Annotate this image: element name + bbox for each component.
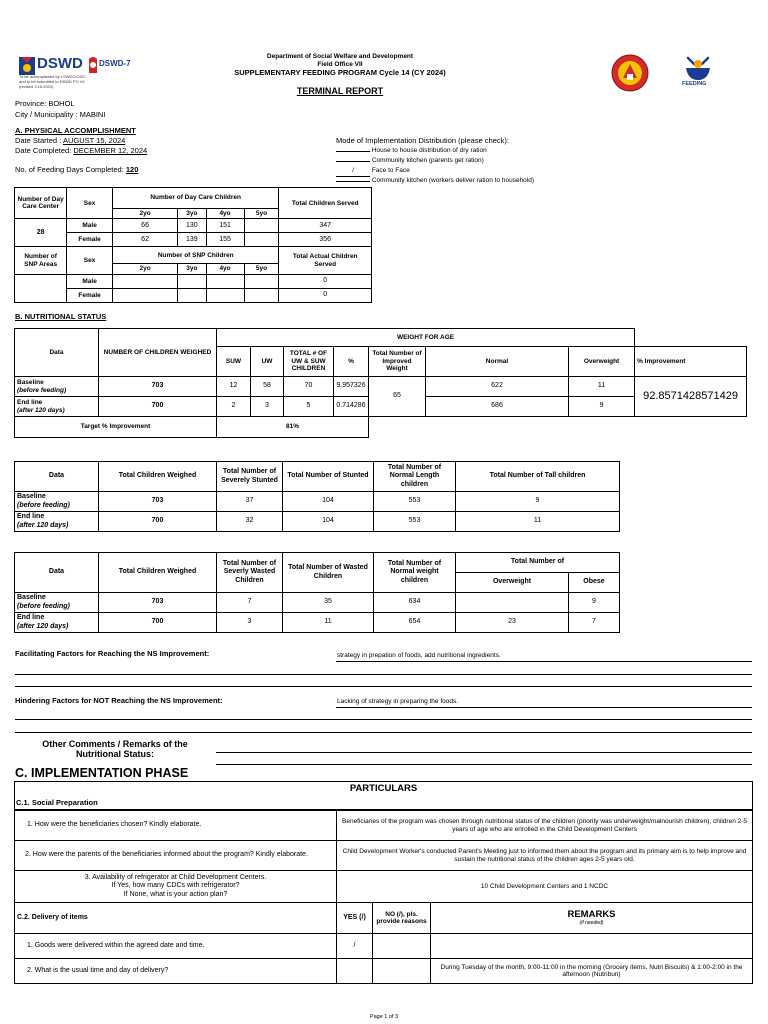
age-header: 4yo [206,209,244,219]
comments-line[interactable] [216,752,752,753]
header-overweight: Overweight [569,347,635,377]
header-percent: % [334,347,369,377]
table-cell: 104 [283,512,374,532]
table-cell: 23 [456,613,569,633]
centers-count: 28 [15,219,67,247]
table-cell: 703 [99,593,217,613]
header-sex: Sex [67,188,113,219]
mode-item: House to house distribution of dry ration [336,146,534,156]
age-header: 5yo [244,264,279,274]
table-cell: 686 [426,397,569,417]
table-cell: 37 [217,492,283,512]
table-cell: 9 [456,492,620,512]
implementation-table [14,781,753,984]
table-cell: 0.714286 [334,397,369,417]
hindering-label: Hindering Factors for NOT Reaching the NS Improvement: [15,696,223,705]
table-cell [112,274,177,288]
header-obese: Obese [569,573,620,593]
dswd-logo-text: DSWD [37,55,83,72]
header-improved-weight: Total Number of Improved Weight [369,347,426,377]
table-cell: 7 [217,593,283,613]
page-number: Page 1 of 3 [369,1014,399,1020]
mode-list [336,146,534,186]
table-cell: 347 [279,219,372,233]
feeding-days: No. of Feeding Days Completed: 120 [15,165,139,174]
answer-line [336,707,752,708]
answer-line [15,732,752,733]
comments-label: Other Comments / Remarks of the Nutritional Status: [42,739,188,759]
header-normal-weight: Total Number of Normal weight children [374,553,456,593]
table-cell [244,274,279,288]
header-normal-length: Total Number of Normal Length children [374,462,456,492]
report-title: TERMINAL REPORT [296,86,384,96]
male-label: Male [67,219,113,233]
improvement-value: 92.8571428571429 [635,377,747,417]
table-cell: 634 [374,593,456,613]
table-cell: 130 [178,219,206,233]
table-cell: 155 [206,233,244,247]
answer-1[interactable]: Beneficiaries of the program was chosen through nutritional status of the children (priority was underweight/malnourish children), children 2-5 years of age who are enrolled in the Child Development Centers [337,811,753,841]
table-cell: 62 [112,233,177,247]
header-data: Data [15,329,99,377]
header-titles [200,53,480,77]
header-remarks: REMARKS (if needed) [431,903,753,934]
table-cell: 7 [569,613,620,633]
table-cell: 622 [426,377,569,397]
female-label: Female [67,288,113,302]
table-cell [206,274,244,288]
table-cell: 703 [99,377,217,397]
table-cell: 32 [217,512,283,532]
table-cell: 9 [569,397,635,417]
header-weighed: Total Children Weighed [99,553,217,593]
male-label: Male [67,274,113,288]
header-suw: SUW [217,347,251,377]
table-cell [244,219,279,233]
table-cell: 12 [217,377,251,397]
table-cell: 11 [456,512,620,532]
municipal-seal-icon [611,54,649,92]
header-weighed: Total Children Weighed [99,462,217,492]
header-overweight: Overweight [456,573,569,593]
table-cell: 553 [374,492,456,512]
female-label: Female [67,233,113,247]
header-yes: YES (/) [337,903,373,934]
table-cell: 11 [283,613,374,633]
table-cell: 58 [251,377,284,397]
province: Province: BOHOL [15,99,75,108]
header-severely-stunted: Total Number of Severely Stunted [217,462,283,492]
answer-line [15,719,752,720]
table-cell [178,274,206,288]
weight-for-height-table [14,552,620,633]
target-value: 81% [217,417,369,438]
table-cell [206,288,244,302]
table-cell: 5 [284,397,334,417]
header-centers: Number of Day Care Center [15,188,67,219]
table-cell [244,288,279,302]
comments-line[interactable] [216,764,752,765]
table-cell: 9.957326 [334,377,369,397]
baseline-label: Baseline (before feeding) [15,593,99,613]
municipality: City / Municipality : MABINI [15,110,106,119]
header-wasted: Total Number of Wasted Children [283,553,374,593]
question-3: 3. Availability of refrigerator at Child Development Centers. If Yes, how many CDCs with refrigerator? If None, what is your action plan? [15,871,337,903]
endline-label: End line (after 120 days) [15,512,99,532]
table-cell [456,593,569,613]
table-cell: 654 [374,613,456,633]
feeding-days-value: 120 [125,165,139,174]
table-cell: 70 [284,377,334,397]
facilitating-text[interactable]: strategy in prepation of foods, add nutritional ingredients. [337,652,501,659]
age-header: 3yo [178,264,206,274]
header-no: NO (/), pls. provide reasons [373,903,431,934]
remarks-cell[interactable]: During Tuesday of the month, 9:00-11:00 in the morning (Grocery items, Nutri Biscuits) & 1:00-2:00 in the afternoon (Nutribun) [431,959,753,984]
table-cell: 11 [569,377,635,397]
baseline-label: Baseline (before feeding) [15,377,99,397]
table-cell: 0 [279,288,372,302]
answer-line [15,674,752,675]
mode-title: Mode of Implementation Distribution (please check): [336,136,509,145]
table-cell [244,233,279,247]
question-2: 2. How were the parents of the beneficiaries informed about the program? Kindly elaborate. [15,841,337,871]
table-cell [112,288,177,302]
header-data: Data [15,553,99,593]
logo-note: To be accomplished by LSWDO/CDO and to be submitted to DSWD FO VII (revised 3.15.2023) [19,74,86,89]
header-weighed: NUMBER OF CHILDREN WEIGHED [99,329,217,377]
dswd-logo [17,55,135,91]
table-cell: 2 [217,397,251,417]
header-total-uw-suw: TOTAL # OF UW & SUW CHILDREN [284,347,334,377]
dept-name: Department of Social Welfare and Development [266,53,414,60]
delivery-question-2: 2. What is the usual time and day of delivery? [15,959,337,984]
table-cell: 3 [251,397,284,417]
table-cell: 700 [99,613,217,633]
question-1: 1. How were the beneficiaries chosen? Kindly elaborate. [15,811,337,841]
table-cell: 3 [217,613,283,633]
program-title: SUPPLEMENTARY FEEDING PROGRAM Cycle 14 (CY 2024) [234,68,446,77]
header-improvement: % Improvement [635,347,747,377]
age-header: 3yo [178,209,206,219]
table-cell: 139 [178,233,206,247]
section-b-title: B. NUTRITIONAL STATUS [15,312,107,321]
feeding-bowl-icon [680,54,716,82]
mode-item: Community kitchen (workers deliver ration to household) [336,176,534,186]
answer-line [15,686,752,687]
age-header: 2yo [112,264,177,274]
answer-2[interactable]: Child Development Worker's conducted Parent's Meeting just to informed them about the program and its primary aim is to help improve and sustain the nutritional status of the children ages 2-5 years old. [337,841,753,871]
dswd7-logo-text: DSWD-7 [99,59,131,68]
table-cell [178,288,206,302]
field-office: Field Office VII [317,61,363,68]
header-tall: Total Number of Tall children [456,462,620,492]
endline-label: End line (after 120 days) [15,397,99,417]
height-for-age-table [14,461,620,532]
no-check[interactable] [373,959,431,984]
yes-check[interactable]: / [337,934,373,959]
facilitating-label: Facilitating Factors for Reaching the NS Improvement: [15,649,210,658]
mode-checkbox[interactable] [336,151,370,152]
baseline-label: Baseline (before feeding) [15,492,99,512]
age-header: 5yo [244,209,279,219]
section-c-title: C. IMPLEMENTATION PHASE [15,766,189,780]
c1-title: C.1. Social Preparation [16,798,98,807]
header-daycare-children: Number of Day Care Children [112,188,279,209]
age-header: 2yo [112,209,177,219]
snp-areas-count [15,274,67,302]
date-started: AUGUST 15, 2024 [62,136,126,145]
header-sex: Sex [67,247,113,274]
header-total-served: Total Children Served [279,188,372,219]
section-a-title: A. PHYSICAL ACCOMPLISHMENT [15,126,136,135]
hindering-text[interactable]: Lacking of strategy in preparing the foods. [337,698,459,705]
header-data: Data [15,462,99,492]
header-uw: UW [251,347,284,377]
remarks-cell[interactable] [431,934,753,959]
date-completed: DECEMBER 12, 2024 [73,145,148,155]
weight-for-age-table [14,328,747,438]
table-cell: 66 [112,219,177,233]
location-block [15,98,105,120]
mode-checkbox[interactable]: / [336,166,370,177]
endline-label: End line (after 120 days) [15,613,99,633]
mode-checkbox[interactable] [336,181,370,182]
c2-title: C.2. Delivery of items [15,903,337,934]
improved-weight-value: 65 [369,377,426,417]
header-total-actual: Total Actual Children Served [279,247,372,274]
sfp-logo-text: FEEDING [682,81,707,87]
table-cell: 104 [283,492,374,512]
header-snp-children: Number of SNP Children [112,247,279,264]
table-cell: 151 [206,219,244,233]
no-check[interactable] [373,934,431,959]
table-cell: 553 [374,512,456,532]
table-cell: 356 [279,233,372,247]
header-severely-wasted: Total Number of Severly Wasted Children [217,553,283,593]
sfp-logo [680,54,716,92]
header-snp-areas: Number of SNP Areas [15,247,67,274]
mode-item: Community kitchen (parents get ration) [336,156,534,166]
header-weight-for-age: WEIGHT FOR AGE [217,329,635,347]
dates-block: Date Started : AUGUST 15, 2024 Date Completed: DECEMBER 12, 2024 [15,136,148,155]
header-stunted: Total Number of Stunted [283,462,374,492]
table-cell: 0 [279,274,372,288]
mode-item: / Face to Face [336,166,534,176]
target-label: Target % Improvement [15,417,217,438]
table-cell: 700 [99,512,217,532]
particulars-header: PARTICULARS [15,782,753,810]
answer-line [336,661,752,662]
header-total-number-of: Total Number of [456,553,620,573]
table-cell: 35 [283,593,374,613]
mode-checkbox[interactable] [336,161,370,162]
yes-check[interactable] [337,959,373,984]
delivery-question-1: 1. Goods were delivered within the agreed date and time. [15,934,337,959]
header-normal: Normal [426,347,569,377]
table-cell: 703 [99,492,217,512]
daycare-table [14,187,372,303]
table-cell: 9 [569,593,620,613]
answer-3[interactable]: 10 Child Development Centers and 1 NCDC [337,871,753,903]
age-header: 4yo [206,264,244,274]
table-cell: 700 [99,397,217,417]
